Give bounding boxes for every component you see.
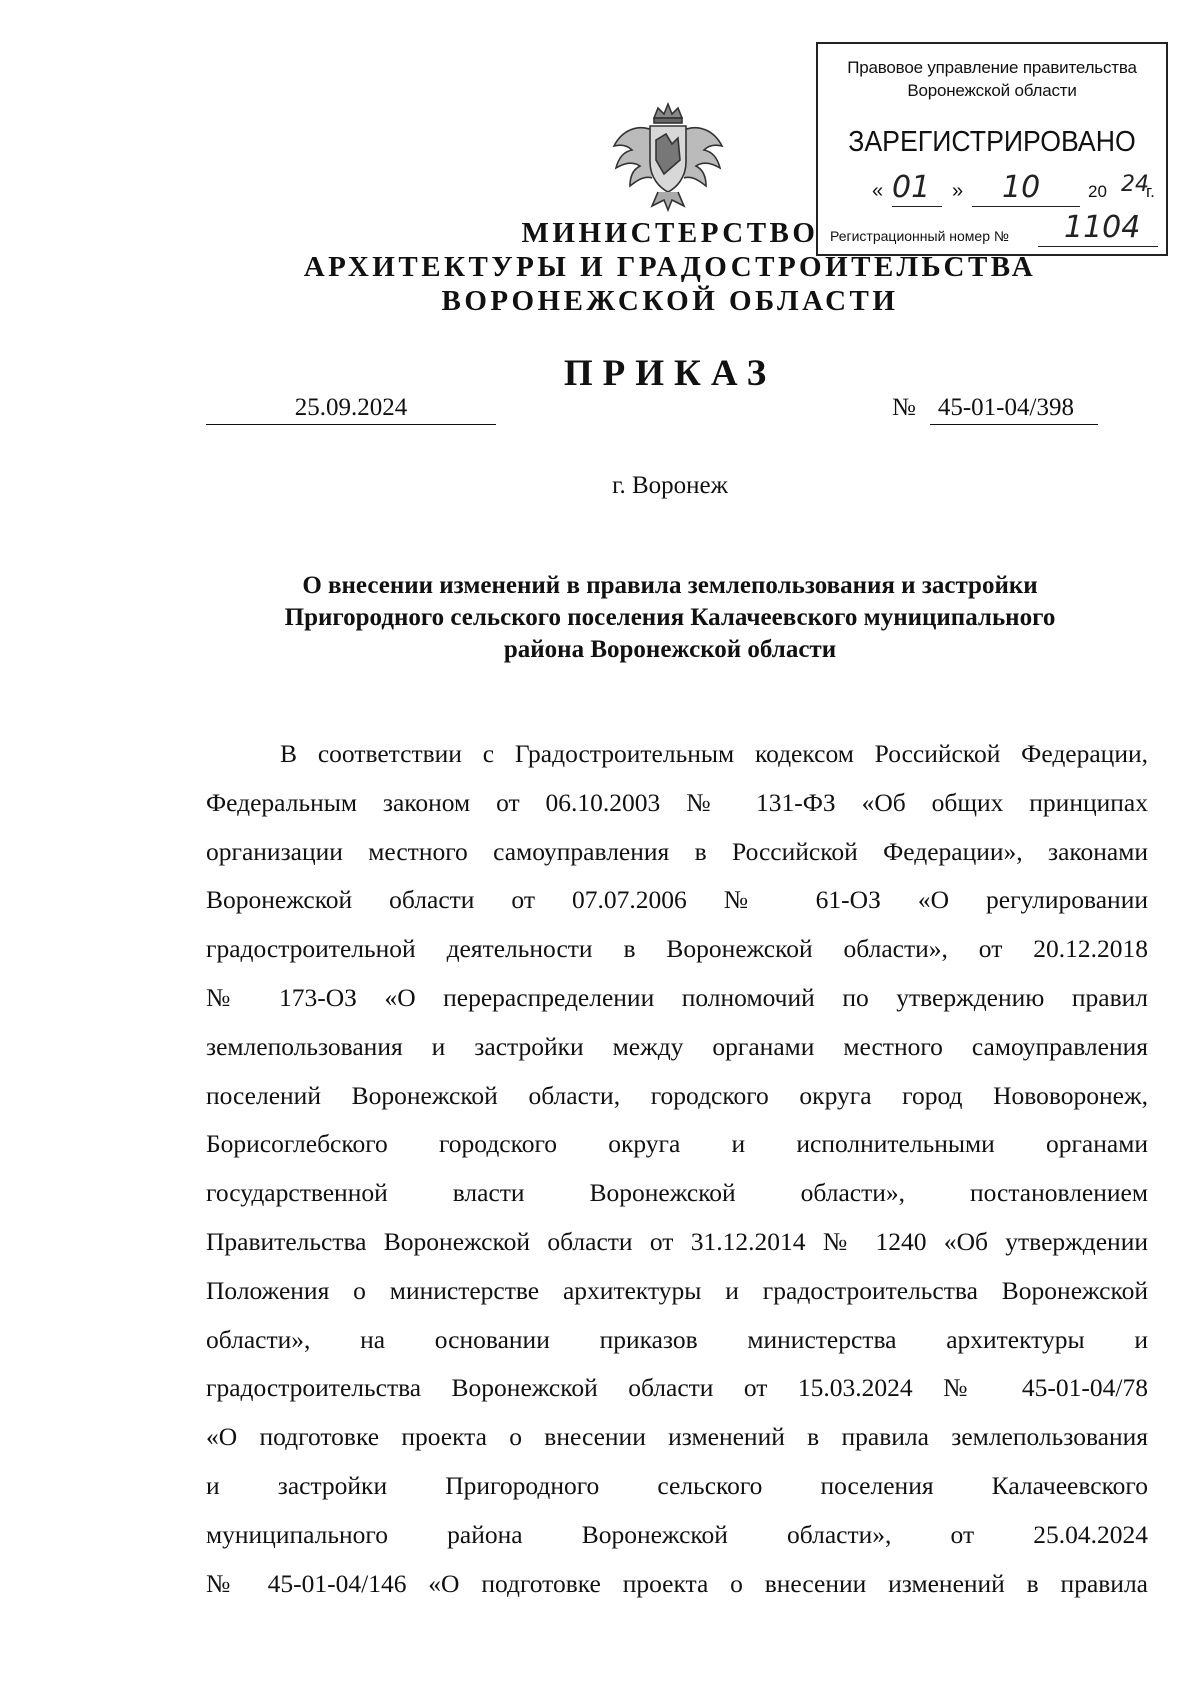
subject-line-3: района Воронежской области (503, 636, 837, 663)
stamp-year-prefix: 20 (1088, 182, 1107, 201)
body-line: Федеральным законом от 06.10.2003 № 131-ФЗ «Об общих принципах (206, 787, 1148, 817)
subject-line-2: Пригородного сельского поселения Калачеевского муниципального (284, 604, 1056, 631)
voronezh-coat-of-arms-icon (608, 100, 728, 212)
body-line: Правительства Воронежской области от 31.12.2014 № 1240 «Об утверждении (206, 1226, 1148, 1256)
stamp-month-line (972, 206, 1080, 207)
stamp-date (852, 170, 1155, 210)
stamp-year-label: г. (1146, 182, 1155, 201)
stamp-open-quote: « (872, 180, 884, 202)
body-line: Воронежской области от 07.07.2006 № 61-ОЗ «О регулировании (206, 885, 1148, 915)
body-line: организации местного самоуправления в Российской Федерации», законами (206, 836, 1148, 866)
body-line: № 45-01-04/146 «О подготовке проекта о внесении изменений в правила (206, 1568, 1148, 1598)
stamp-registered-title: ЗАРЕГИСТРИРОВАНО (848, 126, 1136, 158)
body-line: муниципального района Воронежской области», от 25.04.2024 (206, 1519, 1148, 1549)
body-line: и застройки Пригородного сельского поселения Калачеевского (206, 1470, 1148, 1500)
body-line: градостроительства Воронежской области от 15.03.2024 № 45-01-04/78 (206, 1373, 1148, 1403)
body-line: В соответствии с Градостроительным кодексом Российской Федерации, (280, 739, 1148, 768)
subject-line-1: О внесении изменений в правила землепользования и застройки (302, 572, 1038, 599)
stamp-reg-label: Регистрационный номер № (830, 228, 1009, 244)
body-line: Борисоглебского городского округа и исполнительными органами (206, 1129, 1148, 1159)
stamp-year-suffix: 24 (1121, 172, 1149, 197)
body-line: области», на основании приказов министерства архитектуры и (206, 1324, 1148, 1354)
stamp-organization (818, 56, 1166, 102)
stamp-org-line-1: Правовое управление правительства (847, 58, 1137, 77)
stamp-reg-number: 1104 (1064, 210, 1141, 245)
stamp-day: 01 (892, 170, 931, 205)
body-line: «О подготовке проекта о внесении изменений в правила землепользования (206, 1422, 1148, 1452)
ministry-name-line-2: АРХИТЕКТУРЫ И ГРАДОСТРОИТЕЛЬСТВА (303, 251, 1037, 283)
body-line: поселений Воронежской области, городского округа город Нововоронеж, (206, 1080, 1148, 1110)
city: г. Воронеж (612, 472, 728, 499)
body-line: Положения о министерстве архитектуры и градостроительства Воронежской (206, 1275, 1148, 1305)
body-text (206, 730, 1148, 1608)
order-number (892, 392, 1098, 425)
body-line: градостроительной деятельности в Воронежской области», от 20.12.2018 (206, 934, 1148, 964)
stamp-close-quote: » (952, 180, 964, 202)
order-number-value: 45-01-04/398 (930, 392, 1098, 425)
body-line: землепользования и застройки между органами местного самоуправления (206, 1031, 1148, 1061)
stamp-org-line-2: Воронежской области (907, 81, 1077, 100)
order-subject (160, 570, 1180, 666)
document-type-title: ПРИКАЗ (563, 353, 777, 394)
stamp-day-line (892, 206, 942, 207)
ministry-name-line-1: МИНИСТЕРСТВО (521, 217, 819, 249)
body-line: государственной власти Воронежской области», постановлением (206, 1178, 1148, 1208)
number-sign: № (892, 394, 916, 421)
order-date: 25.09.2024 (206, 392, 496, 425)
ministry-name-line-3: ВОРОНЕЖСКОЙ ОБЛАСТИ (441, 285, 899, 317)
stamp-month: 10 (1002, 170, 1041, 205)
body-line: № 173-ОЗ «О перераспределении полномочий по утверждению правил (206, 982, 1148, 1012)
